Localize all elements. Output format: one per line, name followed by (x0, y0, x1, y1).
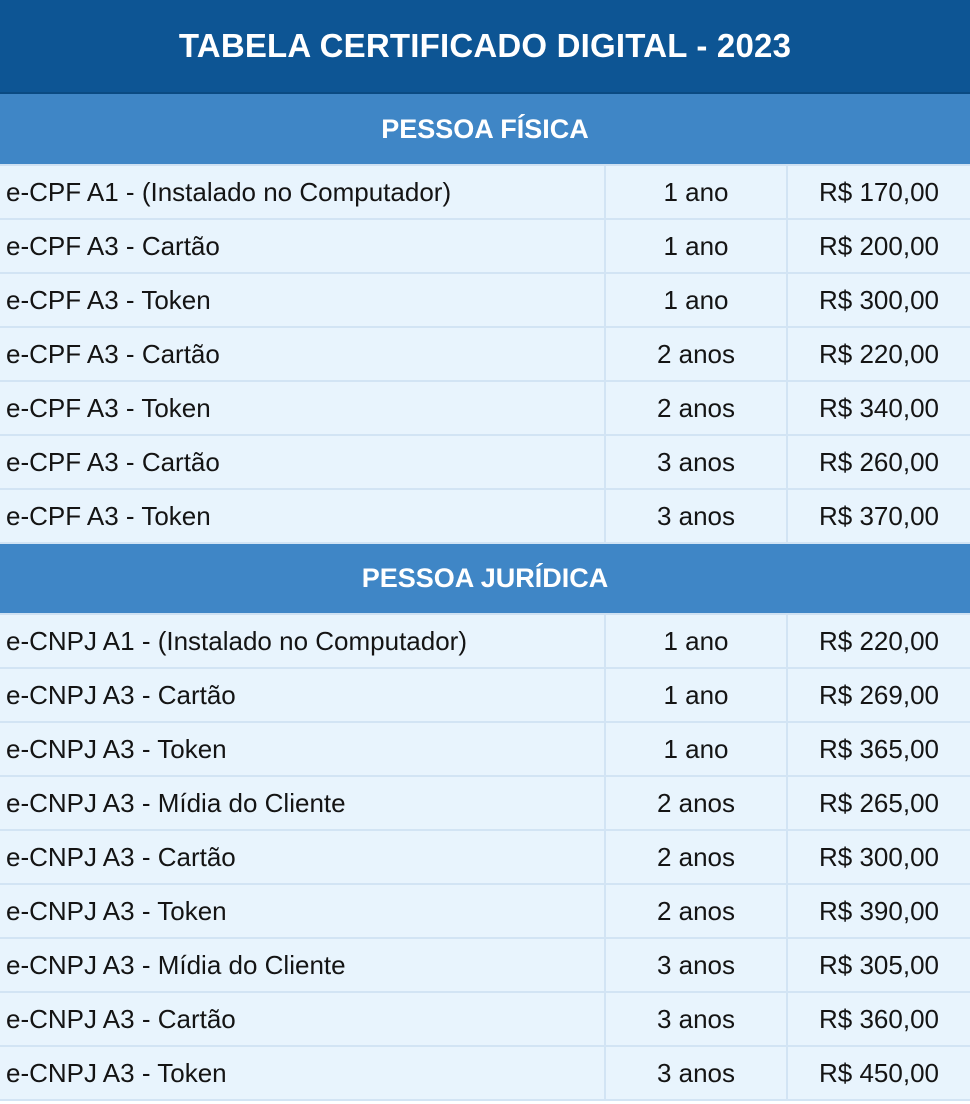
price-cell: R$ 260,00 (819, 446, 939, 477)
price-cell: R$ 450,00 (819, 1057, 939, 1088)
validity-cell: 1 ano (606, 615, 788, 667)
product-cell: e-CPF A3 - Cartão (0, 436, 606, 488)
product-cell: e-CPF A3 - Cartão (0, 220, 606, 272)
table-row (0, 490, 970, 544)
table-row (0, 723, 970, 777)
price-cell: R$ 340,00 (819, 392, 939, 423)
product-cell: e-CPF A3 - Token (0, 382, 606, 434)
validity-cell: 3 anos (606, 939, 788, 991)
validity-cell: 1 ano (606, 669, 788, 721)
product-cell: e-CNPJ A3 - Mídia do Cliente (0, 939, 606, 991)
price-cell: R$ 300,00 (819, 284, 939, 315)
table-row (0, 777, 970, 831)
validity-cell: 1 ano (606, 274, 788, 326)
validity-cell: 2 anos (606, 382, 788, 434)
product-cell: e-CNPJ A3 - Cartão (0, 993, 606, 1045)
validity-cell: 2 anos (606, 885, 788, 937)
product-cell: e-CNPJ A3 - Token (0, 885, 606, 937)
validity-cell: 1 ano (606, 220, 788, 272)
product-cell: e-CPF A3 - Token (0, 274, 606, 326)
table-title: TABELA CERTIFICADO DIGITAL - 2023 (0, 0, 970, 94)
table-row (0, 939, 970, 993)
price-cell: R$ 220,00 (819, 625, 939, 656)
product-cell: e-CNPJ A3 - Cartão (0, 831, 606, 883)
table-row (0, 831, 970, 885)
section-header-pessoa-juridica: PESSOA JURÍDICA (0, 544, 970, 615)
table-row (0, 166, 970, 220)
product-cell: e-CPF A3 - Token (0, 490, 606, 542)
product-cell: e-CNPJ A3 - Token (0, 1047, 606, 1099)
table-row (0, 328, 970, 382)
price-cell: R$ 269,00 (819, 679, 939, 710)
table-row (0, 436, 970, 490)
section-header-pessoa-fisica: PESSOA FÍSICA (0, 94, 970, 166)
price-cell: R$ 265,00 (819, 787, 939, 818)
price-cell: R$ 365,00 (819, 733, 939, 764)
price-cell: R$ 220,00 (819, 338, 939, 369)
table-row (0, 274, 970, 328)
product-cell: e-CPF A3 - Cartão (0, 328, 606, 380)
price-cell: R$ 305,00 (819, 949, 939, 980)
price-cell: R$ 390,00 (819, 895, 939, 926)
product-cell: e-CNPJ A3 - Mídia do Cliente (0, 777, 606, 829)
table-row (0, 615, 970, 669)
product-cell: e-CNPJ A1 - (Instalado no Computador) (0, 615, 606, 667)
validity-cell: 2 anos (606, 777, 788, 829)
price-cell: R$ 370,00 (819, 500, 939, 531)
validity-cell: 3 anos (606, 490, 788, 542)
price-cell: R$ 360,00 (819, 1003, 939, 1034)
validity-cell: 3 anos (606, 1047, 788, 1099)
table-row (0, 220, 970, 274)
table-row (0, 382, 970, 436)
product-cell: e-CNPJ A3 - Cartão (0, 669, 606, 721)
section-pessoa-fisica (0, 94, 970, 544)
table-row (0, 669, 970, 723)
product-cell: e-CNPJ A3 - Token (0, 723, 606, 775)
table-row (0, 993, 970, 1047)
price-cell: R$ 170,00 (819, 176, 939, 207)
validity-cell: 2 anos (606, 831, 788, 883)
validity-cell: 3 anos (606, 436, 788, 488)
validity-cell: 2 anos (606, 328, 788, 380)
validity-cell: 3 anos (606, 993, 788, 1045)
validity-cell: 1 ano (606, 723, 788, 775)
price-cell: R$ 300,00 (819, 841, 939, 872)
price-cell: R$ 200,00 (819, 230, 939, 261)
section-pessoa-juridica (0, 544, 970, 1101)
product-cell: e-CPF A1 - (Instalado no Computador) (0, 166, 606, 218)
validity-cell: 1 ano (606, 166, 788, 218)
table-row (0, 885, 970, 939)
table-row (0, 1047, 970, 1101)
